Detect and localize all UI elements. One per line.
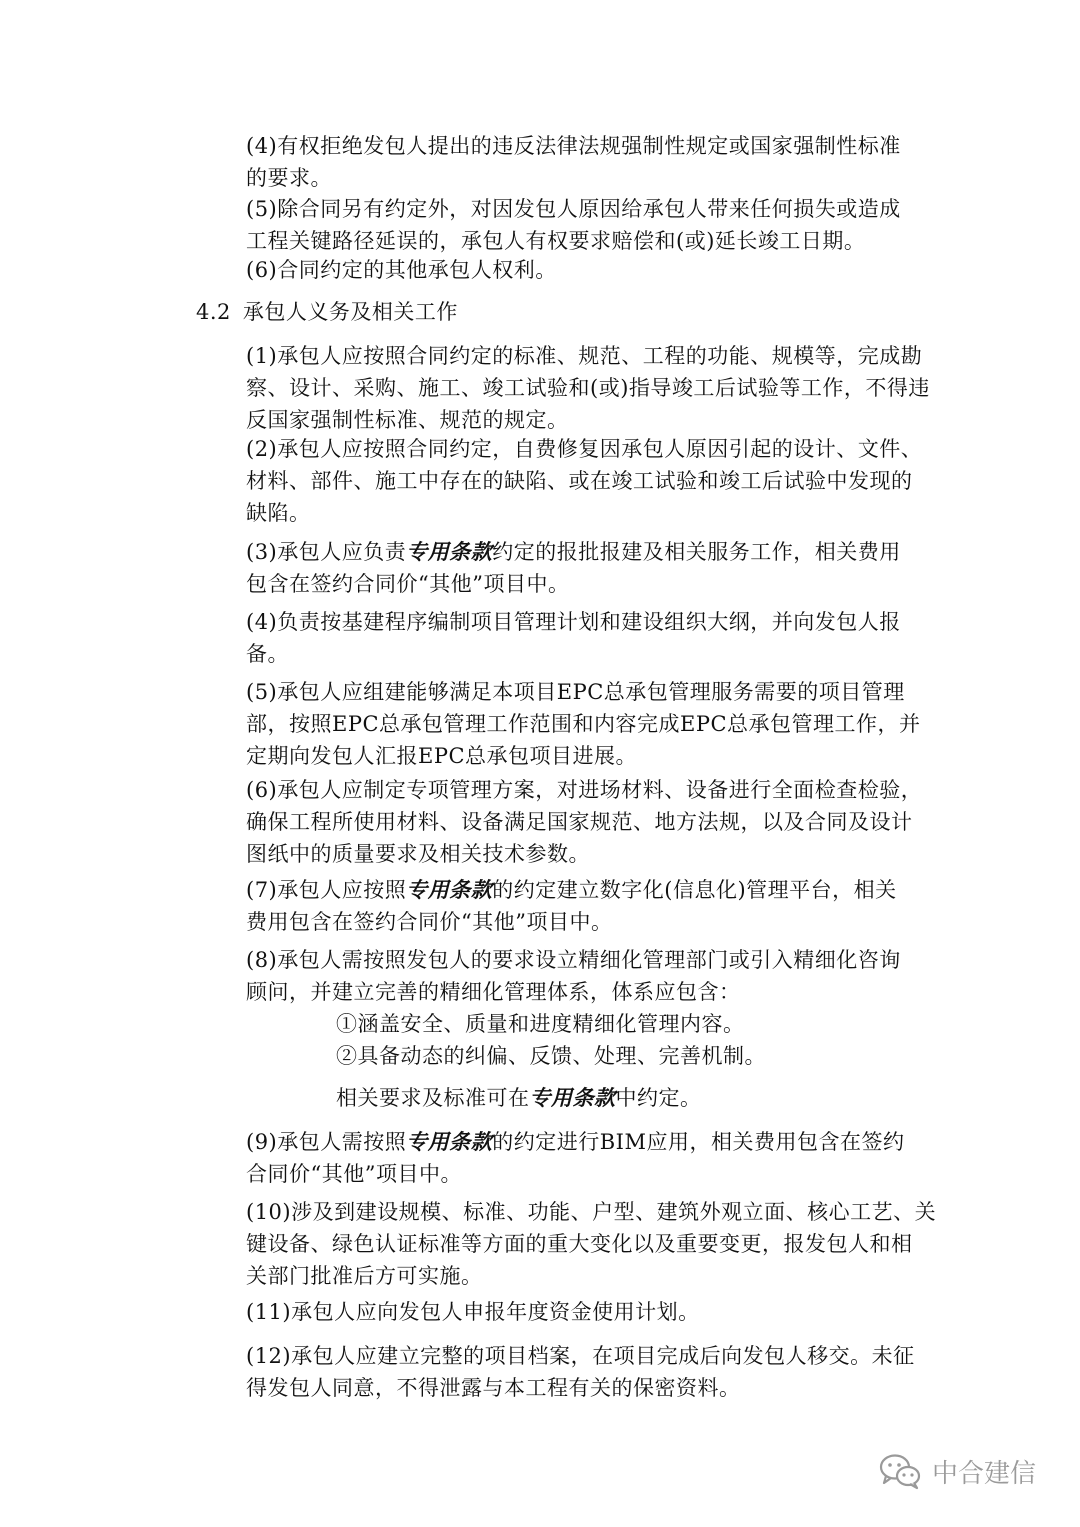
special-terms-ref: 专用条款 (406, 1129, 493, 1154)
obligation-11: (11)承包人应向发包人申报年度资金使用计划。 (246, 1300, 700, 1324)
section-title: 承包人义务及相关工作 (242, 300, 458, 324)
obligation-9: (9)承包人需按照专用条款的约定进行BIM应用，相关费用包含在签约 合同价“其他”项目中。 (246, 1129, 905, 1186)
section-heading (196, 296, 458, 328)
obligation-8-note: 相关要求及标准可在专用条款中约定。 (336, 1085, 702, 1110)
clause-5-right: (5)除合同另有约定外，对因发包人原因给承包人带来任何损失或造成 工程关键路径延误的，承包人有权要求赔偿和(或)延长竣工日期。 (246, 197, 901, 253)
section-number: 4.2 (196, 300, 231, 324)
special-terms-ref: 专用条款 (406, 877, 493, 902)
clause-4-right: (4)有权拒绝发包人提出的违反法律法规强制性规定或国家强制性标准 的要求。 (246, 134, 901, 190)
obligation-2: (2)承包人应按照合同约定，自费修复因承包人原因引起的设计、文件、 材料、部件、施工中存在的缺陷、或在竣工试验和竣工后试验中发现的 缺陷。 (246, 437, 923, 525)
clause-6-right: (6)合同约定的其他承包人权利。 (246, 258, 557, 282)
obligation-12: (12)承包人应建立完整的项目档案，在项目完成后向发包人移交。未征 得发包人同意，不得泄露与本工程有关的保密资料。 (246, 1344, 915, 1400)
wechat-icon (878, 1452, 922, 1490)
obligation-3: (3)承包人应负责专用条款约定的报批报建及相关服务工作，相关费用 包含在签约合同价“其他”项目中。 (246, 539, 901, 596)
watermark-text: 中合建信 (932, 1458, 1037, 1489)
obligation-10: (10)涉及到建设规模、标准、功能、户型、建筑外观立面、核心工艺、关 键设备、绿色认证标准等方面的重大变化以及重要变更，报发包人和相 关部门批准后方可实施。 (246, 1200, 937, 1288)
obligation-5: (5)承包人应组建能够满足本项目EPC总承包管理服务需要的项目管理 部，按照EPC总承包管理工作范围和内容完成EPC总承包管理工作，并 定期向发包人汇报EPC总承包项目进展。 (246, 680, 921, 768)
watermark (878, 1452, 1036, 1490)
obligation-6: (6)承包人应制定专项管理方案，对进场材料、设备进行全面检查检验， 确保工程所使用材料、设备满足国家规范、地方法规，以及合同及设计 图纸中的质量要求及相关技术参数。 (246, 778, 923, 866)
special-terms-ref: 专用条款 (529, 1085, 616, 1110)
obligation-1: (1)承包人应按照合同约定的标准、规范、工程的功能、规模等，完成勘 察、设计、采购、施工、竣工试验和(或)指导竣工后试验等工作，不得违 反国家强制性标准、规范的规定。 (246, 344, 930, 432)
obligation-8: (8)承包人需按照发包人的要求设立精细化管理部门或引入精细化咨询 顾问，并建立完善的精细化管理体系，体系应包含： (246, 948, 901, 1004)
obligation-8-item-2: ②具备动态的纠偏、反馈、处理、完善机制。 (336, 1044, 766, 1068)
obligation-7: (7)承包人应按照专用条款的约定建立数字化(信息化)管理平台，相关 费用包含在签约合同价“其他”项目中。 (246, 877, 897, 934)
special-terms-ref: 专用条款 (406, 539, 493, 564)
obligation-8-item-1: ①涵盖安全、质量和进度精细化管理内容。 (336, 1012, 745, 1036)
obligation-4: (4)负责按基建程序编制项目管理计划和建设组织大纲，并向发包人报 备。 (246, 610, 901, 666)
